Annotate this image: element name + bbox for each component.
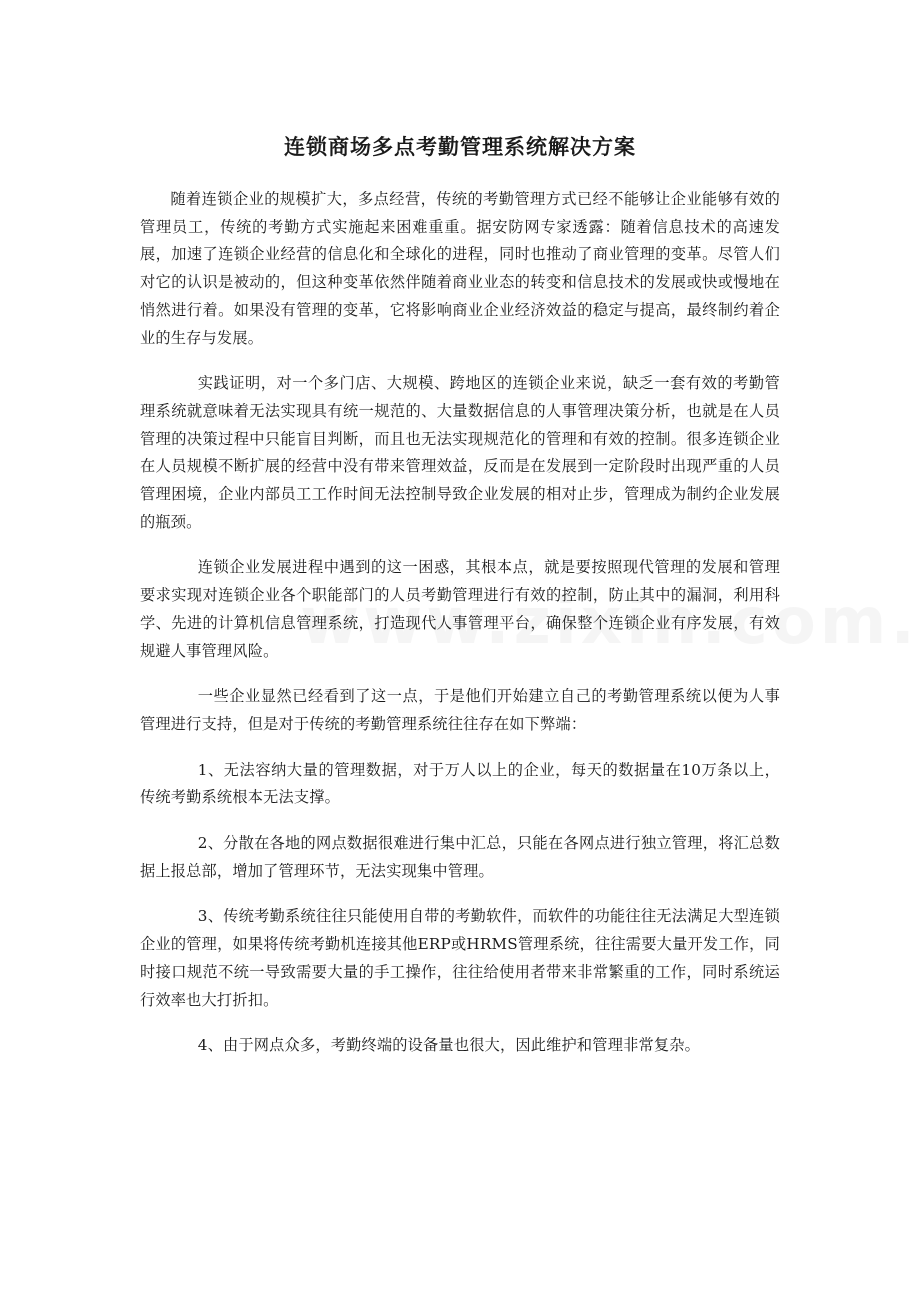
list-item-drawback-2: 2、分散在各地的网点数据很难进行集中汇总，只能在各网点进行独立管理，将汇总数据上报总部，增加了管理环节，无法实现集中管理。 [140, 834, 780, 880]
document-body [140, 186, 780, 1078]
document-title: 连锁商场多点考勤管理系统解决方案 [284, 134, 636, 159]
paragraph-intro: 随着连锁企业的规模扩大，多点经营，传统的考勤管理方式已经不能够让企业能够有效的管理员工，传统的考勤方式实施起来困难重重。据安防网专家透露：随着信息技术的高速发展，加速了连锁企业经营的信息化和全球化的进程，同时也推动了商业管理的变革。尽管人们对它的认识是被动的，但这种变革依然伴随着商业业态的转变和信息技术的发展或快或慢地在悄然进行着。如果没有管理的变革，它将影响商业企业经济效益的稳定与提高，最终制约着企业的生存与发展。 [140, 190, 780, 347]
paragraph-drawbacks-intro: 一些企业显然已经看到了这一点，于是他们开始建立自己的考勤管理系统以便为人事管理进行支持，但是对于传统的考勤管理系统往往存在如下弊端： [140, 687, 780, 733]
paragraph-practice: 实践证明，对一个多门店、大规模、跨地区的连锁企业来说，缺乏一套有效的考勤管理系统就意味着无法实现具有统一规范的、大量数据信息的人事管理决策分析，也就是在人员管理的决策过程中只能盲目判断，而且也无法实现规范化的管理和有效的控制。很多连锁企业在人员规模不断扩展的经营中没有带来管理效益，反而是在发展到一定阶段时出现严重的人员管理困境，企业内部员工工作时间无法控制导致企业发展的相对止步，管理成为制约企业发展的瓶颈。 [140, 374, 780, 531]
list-item-drawback-1: 1、无法容纳大量的管理数据，对于万人以上的企业，每天的数据量在10万条以上，传统考勤系统根本无法支撑。 [140, 760, 780, 807]
list-item-drawback-4: 4、由于网点众多，考勤终端的设备量也很大，因此维护和管理非常复杂。 [197, 1036, 701, 1055]
list-item-drawback-3: 3、传统考勤系统往往只能使用自带的考勤软件，而软件的功能往往无法满足大型连锁企业的管理，如果将传统考勤机连接其他ERP或HRMS管理系统，往往需要大量开发工作，同时接口规范不统一导致需要大量的手工操作，往往给使用者带来非常繁重的工作，同时系统运行效率也大打折扣。 [140, 907, 780, 1009]
paragraph-confusion: 连锁企业发展进程中遇到的这一困惑，其根本点，就是要按照现代管理的发展和管理要求实现对连锁企业各个职能部门的人员考勤管理进行有效的控制，防止其中的漏洞，利用科学、先进的计算机信息管理系统，打造现代人事管理平台，确保整个连锁企业有序发展，有效规避人事管理风险。 [140, 558, 780, 660]
